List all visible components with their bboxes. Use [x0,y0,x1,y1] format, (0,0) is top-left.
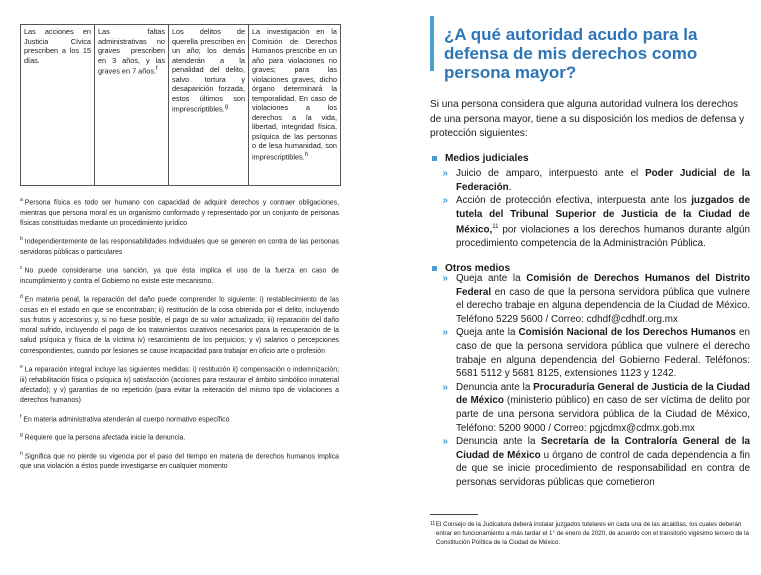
footnote: $^b$ Independientemente de las responsabilidades individuales que se generen en contra de las personas servidoras públicas o particulares [20,236,339,256]
title-accent-bar [430,16,434,71]
section-heading-judicial: Medios judiciales [430,153,529,164]
footnote: $^g$ Requiere que la persona afectada inicie la denuncia. [20,432,186,442]
table-cell: Las acciones en Justicia Cívica prescriben a los 15 días. [21,25,95,185]
footnotes-list [20,195,339,478]
table-cell: Los delitos de querella prescriben en un año; los demás atenderán a la penalidad del delito, salvo tortura y desaparición forzada, estos últimos son imprescriptibles.$^g$ [169,25,249,185]
list-item: » Queja ante la Comisión de Derechos Humanos del Distrito Federal en caso de que la persona servidora pública que vulnere el derecho trabaje en alguna dependencia de la Ciudad de México. Teléfono 5229 5600 / Correo: cdhdf@cdhdf.org.mx [430,272,750,326]
left-page [0,0,378,575]
footnote: $^d$ En materia penal, la reparación del daño puede comprender lo siguiente: i) restablecimiento de las cosas en el estado en que se encontraban; ii) restitución de la cosa obtenida por el delito, incluyendo sus frutos y accesorios y, si no fuese posible, el pago de su valor actualizado; iii) reparación del daño moral sufrido, incluyendo el pago de los tratamientos curativos necesarios para la recuperación de la salud psíquica y física de la víctima iv) resarcimiento de los perjuicios; y v) salarios o percepciones correspondientes, cuando por lesiones se cause incapacidad para trabajar en oficio arte o profesión [20,293,339,355]
footnote: $^c$ No puede considerarse una sanción, ya que ésta implica el uso de la fuerza en caso de incumplimiento y contra el Gobierno no existe este mecanismo. [20,265,339,285]
chevron-icon: » [442,436,448,448]
footnote: $^a$ Persona física es todo ser humano con capacidad de adquirir derechos y contraer obligaciones, mientras que persona moral es un organismo conformado y representado por un conjunto de personas físicas constituidas mediante un procedimiento jurídico [20,197,339,227]
chevron-icon: » [442,327,448,339]
judicial-items [430,167,750,251]
bullet-square-icon [432,266,437,271]
footnote: $^f$ En materia administrativa atenderán al cuerpo normativo específico [20,413,230,423]
list-item: » Juicio de amparo, interpuesto ante el Poder Judicial de la Federación. [430,167,750,194]
list-item: » Denuncia ante la Procuraduría General de Justicia de la Ciudad de México (ministerio público) en caso de ser víctima de delito por parte de una persona servidora pública de la Ciudad de México, Teléfono: 5200 9000 / Correo: pgjcdmx@cdmx.gob.mx [430,381,750,435]
section-heading-other: Otros medios [430,263,510,274]
chevron-icon: » [442,273,448,284]
chevron-icon: » [442,195,448,207]
prescription-table [20,24,341,186]
table-cell: Las faltas administrativas no graves prescriben en 3 años, y las graves en 7 años.$^f$ [95,25,169,185]
footnote-divider [430,514,478,515]
table-cell: La investigación en la Comisión de Derechos Humanos prescribe en un año para violaciones no graves; para las violaciones graves, dicho órgano determinará la temporalidad. En caso de violaciones a los derechos a la vida, libertad, integridad física, psíquica de las personas o de lesa humanidad, son imprescriptibles.$^h$ [252,27,337,161]
footnote-11: 11 El Consejo de la Judicatura deberá instalar juzgados tutelares en cada una de las alcaldías, los cuales deberán entrar en funcionamiento a más tardar el 1° de enero de 2020, de acuerdo con el transitorio vigésimo tercero de la Constitución Política de la Ciudad de México. [430,521,749,546]
page-title: ¿A qué autoridad acudo para la defensa de mis derechos como persona mayor? [444,25,698,82]
footnote: $^e$ La reparación integral incluye las siguientes medidas: i) restitución ii) compensación o indemnización; iii) rehabilitación física o psíquica iv) satisfacción (acciones para restaurar el ámbito simbólico inmaterial afectado); y v) garantías de no repetición (para evitar la reiteración del mismo tipo de violaciones a derechos humanos) [20,364,339,405]
list-item: » Denuncia ante la Secretaría de la Contraloría General de la Ciudad de México u órgano de control de cada dependencia a fin de que se inicie procedimiento de responsabilidad en contra de personas servidoras públicas que cometieron [430,435,750,489]
intro-paragraph: Si una persona considera que alguna autoridad vulnera los derechos de una persona mayor, tiene a su disposición los medios de defensa y protección siguientes: [430,99,745,140]
other-items [430,272,750,490]
list-item: » Acción de protección efectiva, interpuesta ante los juzgados de tutela del Tribunal Superior de Justicia de la Ciudad de México,$^{11}$ por violaciones a los derechos humanos durante algún procedimiento competencia de la Administración Pública. [430,194,750,251]
list-item: » Queja ante la Comisión Nacional de los Derechos Humanos en caso de que la persona servidora pública que vulnere el derecho trabaje en alguna dependencia del Gobierno Federal. Teléfonos: 5681 5112 y 5681 8125, extensiones 1123 y 1242. [430,326,750,380]
footnote: $^h$ Significa que no pierde su vigencia por el paso del tiempo en materia de derechos humanos implica que una violación a éstos puede investigarse en cualquier momento [20,450,339,471]
chevron-icon: » [442,381,448,393]
bullet-square-icon [432,156,437,161]
chevron-icon: » [442,168,448,179]
